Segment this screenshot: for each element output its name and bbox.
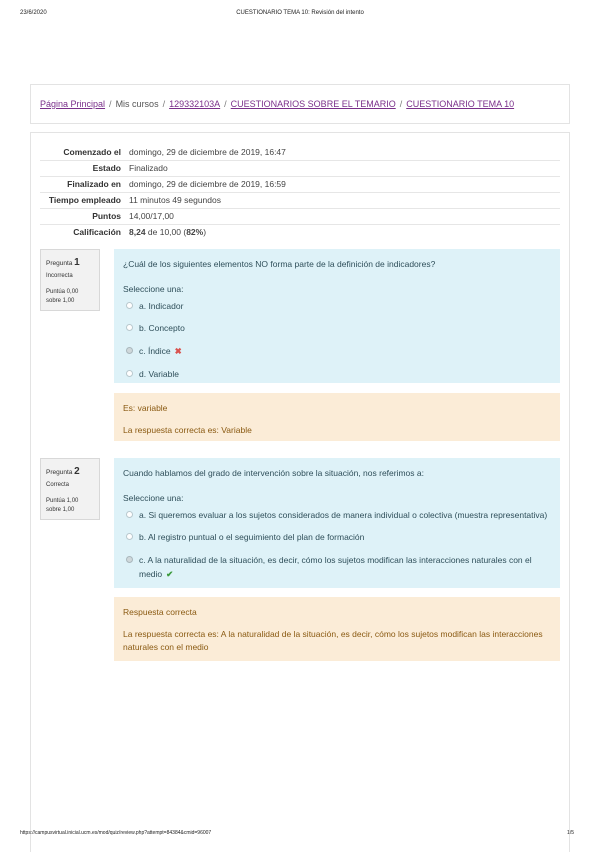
question-text: ¿Cuál de los siguientes elementos NO forma parte de la definición de indicadores? — [123, 259, 436, 269]
question-info-2 — [40, 458, 100, 520]
question-grade-line1: Puntúa 1,00 — [46, 497, 79, 504]
breadcrumb-quiz-link[interactable]: CUESTIONARIO TEMA 10 — [406, 99, 515, 109]
question-grade-line1: Puntúa 0,00 — [46, 288, 79, 295]
question-grade-line2: sobre 1,00 — [46, 298, 75, 305]
radio-button[interactable] — [126, 533, 133, 540]
select-one-prompt: Seleccione una: — [123, 492, 184, 503]
radio-button[interactable] — [126, 302, 133, 309]
question-formulation-2 — [114, 458, 560, 588]
question-info-1 — [40, 249, 100, 311]
attempt-summary-table — [40, 144, 560, 240]
points-value: 14,00/17,00 — [129, 211, 174, 221]
answer-label: a. Indicador — [139, 300, 184, 311]
table-row — [40, 192, 560, 208]
state-label: Estado — [92, 163, 121, 173]
question-grade-line2: sobre 1,00 — [46, 507, 75, 514]
radio-button[interactable] — [126, 511, 133, 518]
question-text: Cuando hablamos del grado de intervención sobre la situación, nos referimos a: — [123, 468, 424, 478]
finished-label: Finalizado en — [67, 179, 121, 189]
state-value: Finalizado — [129, 163, 168, 173]
grade-value — [125, 224, 560, 240]
table-row — [40, 176, 560, 192]
question-feedback-2 — [114, 597, 560, 661]
breadcrumb-home-link[interactable]: Página Principal — [40, 99, 106, 109]
radio-button[interactable] — [126, 324, 133, 331]
question-label: Pregunta — [46, 469, 73, 476]
table-row — [40, 208, 560, 224]
specific-feedback: Es: variable — [123, 403, 168, 413]
breadcrumb-separator: / — [162, 99, 166, 109]
grade-close: ) — [203, 227, 207, 238]
table-row — [40, 160, 560, 176]
correct-answer-text: La respuesta correcta es: A la naturalidad de la situación, es decir, cómo los sujetos modifican las interacciones naturales con el medio — [123, 628, 543, 652]
question-label: Pregunta — [46, 260, 73, 267]
time-label: Tiempo empleado — [48, 195, 121, 205]
grade-label: Calificación — [73, 227, 121, 238]
question-number: 2 — [74, 466, 80, 477]
breadcrumb-section-link[interactable]: CUESTIONARIOS SOBRE EL TEMARIO — [230, 99, 396, 109]
breadcrumb — [40, 99, 514, 109]
answer-option-b[interactable] — [123, 322, 551, 336]
answer-label: b. Al registro puntual o el seguimiento del plan de formación — [139, 532, 365, 543]
grade-score: 8,24 — [129, 227, 146, 238]
answer-label: c. A la naturalidad de la situación, es decir, cómo los sujetos modifican las interacciones naturales con el medio — [139, 554, 532, 579]
radio-button-selected[interactable] — [126, 347, 133, 354]
table-row — [40, 224, 560, 240]
breadcrumb-mis-cursos: Mis cursos — [115, 99, 159, 109]
answer-label: a. Si queremos evaluar a los sujetos considerados de manera individual o colectiva (muestra representativa) — [139, 509, 548, 520]
question-state: Incorrecta — [46, 273, 73, 279]
started-label: Comenzado el — [63, 146, 121, 157]
answer-option-b[interactable] — [123, 531, 551, 545]
correct-answer-text: La respuesta correcta es: Variable — [123, 424, 252, 435]
time-value: 11 minutos 49 segundos — [129, 195, 221, 205]
question-state: Correcta — [46, 482, 70, 488]
answer-label-with-icon — [139, 554, 551, 581]
grade-of: de 10,00 ( — [145, 227, 187, 238]
answer-label: c. Índice — [139, 345, 171, 356]
radio-button-selected[interactable] — [126, 556, 133, 563]
question-feedback-1 — [114, 393, 560, 441]
specific-feedback: Respuesta correcta — [123, 607, 197, 617]
breadcrumb-separator: / — [109, 99, 112, 109]
radio-button[interactable] — [126, 370, 133, 377]
breadcrumb-separator: / — [399, 99, 403, 109]
question-number: 1 — [74, 257, 80, 268]
print-date: 23/6/2020 — [20, 10, 47, 16]
answer-label: d. Variable — [139, 368, 180, 379]
question-formulation-1 — [114, 249, 560, 383]
answer-option-a[interactable] — [123, 509, 551, 523]
correct-icon: ✔ — [166, 568, 174, 579]
breadcrumb-separator: / — [224, 99, 227, 109]
answer-option-c[interactable] — [123, 554, 551, 581]
started-value: domingo, 29 de diciembre de 2019, 16:47 — [129, 146, 286, 157]
grade-percent: 82% — [186, 227, 204, 238]
select-one-prompt: Seleccione una: — [123, 283, 184, 294]
answer-option-c[interactable] — [123, 345, 551, 359]
answer-option-d[interactable] — [123, 368, 551, 382]
print-url: https://campusvirtual.inicial.ucm.es/mod/quiz/review.php?attempt=84384&cmid=96007 — [20, 830, 212, 836]
answer-option-a[interactable] — [123, 300, 551, 314]
answer-label: b. Concepto — [139, 323, 185, 334]
breadcrumb-container — [30, 84, 570, 124]
points-label: Puntos — [92, 211, 121, 221]
incorrect-icon: ✖ — [174, 345, 182, 356]
print-page-number: 1/5 — [567, 830, 574, 836]
table-row — [40, 144, 560, 160]
print-title: CUESTIONARIO TEMA 10: Revisión del intento — [236, 10, 364, 16]
finished-value: domingo, 29 de diciembre de 2019, 16:59 — [129, 179, 286, 189]
breadcrumb-course-link[interactable]: 129332103A — [169, 99, 221, 109]
